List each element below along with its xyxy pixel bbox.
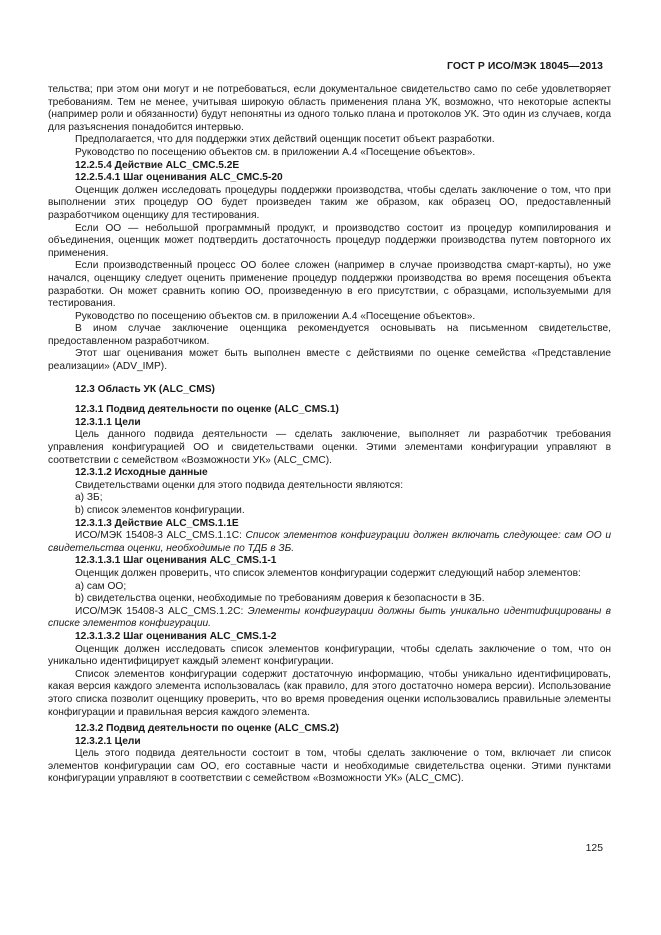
section-heading: 12.3.1.2 Исходные данные — [75, 467, 208, 479]
requirement-ref: ИСО/МЭК 15408-3 ALC_CMS.1.1C: — [75, 530, 246, 542]
paragraph: Оценщик должен исследовать список элементов конфигурации, чтобы сделать заключение о том, что он уникально идентифицирует каждый элемент конфигурации. — [48, 643, 611, 668]
paragraph: Предполагается, что для поддержки этих действий оценщик посетит объект разработки. — [75, 134, 495, 146]
list-item: b) список элементов конфигурации. — [75, 505, 245, 516]
requirement-text: Элементы конфигурации должны быть уникально идентифицированы в списке элементов конфигурации. — [48, 605, 611, 630]
list-item: а) сам ОО; — [75, 580, 127, 592]
paragraph: Свидетельствами оценки для этого подвида деятельности являются: — [75, 479, 404, 491]
paragraph: Цель этого подвида деятельности состоит в том, чтобы сделать заключение о том, включает ли список элементов конфигурации сам ОО, его составные части и необходимые свидетельства оценки. Этими пунктами конфигурации управляют в соответствии с семейством «Возможности УК» (ALC_CMC). — [48, 748, 611, 785]
paragraph: Цель данного подвида деятельности — сделать заключение, выполняет ли разработчик требования управления конфигурацией ОО и свидетельствами оценки. Этими элементами конфигурации управляют в соответствии с семейством «Возможности УК» (ALC_CMC). — [48, 429, 611, 466]
requirement-paragraph — [48, 530, 611, 555]
section-heading: 12.3.1.1 Цели — [75, 416, 141, 428]
section-heading: 12.3.1.3.1 Шаг оценивания ALC_CMS.1-1 — [75, 555, 277, 567]
section-heading: 12.3 Область УК (ALC_CMS) — [75, 383, 215, 395]
section-heading: 12.3.2 Подвид деятельности по оценке (ALC_CMS.2) — [75, 723, 339, 735]
page-content — [48, 84, 611, 786]
section-heading: 12.3.1.3 Действие ALC_CMS.1.1E — [75, 517, 239, 529]
paragraph: Если производственный процесс ОО более сложен (например в случае производства смарт-карты), но уже начался, оценщику следует оценить применение процедур поддержки производства во время посещения объекта разработки. Он может сравнить копию ОО, произведенную в его присутствии, с образцами, используемыми для тестирования. — [48, 260, 611, 310]
paragraph: В ином случае заключение оценщика рекомендуется основывать на письменном свидетельстве, предоставленном разработчиком. — [48, 323, 611, 347]
requirement-ref: ИСО/МЭК 15408-3 ALC_CMS.1.2C: — [75, 605, 248, 617]
paragraph: Список элементов конфигурации содержит достаточную информацию, чтобы уникально идентифицировать, какая версия каждого элемента использовалась (как правило, для этого достаточно номера версии). Использование этого списка позволит оценщику проверить, что во время проведения оценки использовались правильные элементы конфигурации и правильная версия каждого элемента. — [48, 668, 611, 718]
paragraph: Руководство по посещению объектов см. в приложении А.4 «Посещение объектов». — [75, 310, 476, 322]
section-heading: 12.3.2.1 Цели — [75, 735, 141, 747]
paragraph-continued: тельства; при этом они могут и не потребоваться, если документальное свидетельство само по себе удовлетворяет требованиям. Тем не менее, учитывая широкую область применения плана УК, возможно, что некоторые аспекты (например роли и обязанности) будут непонятны из одного только плана и протоколов УК. Это один из случаев, когда для разъяснения понадобится интервью. — [48, 84, 611, 133]
paragraph: Если ОО — небольшой программный продукт, и производство состоит из процедур компилирования и объединения, оценщик может подтвердить достаточность процедур поддержки производства путем повторного их применения. — [48, 222, 611, 259]
section-heading: 12.3.1 Подвид деятельности по оценке (ALC_CMS.1) — [75, 404, 339, 416]
section-heading: 12.3.1.3.2 Шаг оценивания ALC_CMS.1-2 — [75, 630, 277, 642]
section-heading: 12.2.5.4 Действие ALC_CMC.5.2E — [75, 159, 240, 171]
page-number: 125 — [585, 843, 603, 854]
requirement-text: Список элементов конфигурации должен включать следующее: сам ОО и свидетельства оценки, необходимые по ТДБ в ЗБ. — [48, 530, 612, 554]
section-heading: 12.2.5.4.1 Шаг оценивания ALC_CMC.5-20 — [75, 172, 283, 184]
standard-header: ГОСТ Р ИСО/МЭК 18045—2013 — [447, 61, 603, 72]
list-item: b) свидетельства оценки, необходимые по требованиям доверия к безопасности в ЗБ. — [75, 593, 485, 605]
paragraph: Оценщик должен проверить, что список элементов конфигурации содержит следующий набор элементов: — [75, 567, 581, 579]
requirement-paragraph — [48, 606, 611, 631]
paragraph: Руководство по посещению объектов см. в приложении А.4 «Посещение объектов». — [75, 146, 476, 158]
list-item: а) ЗБ; — [75, 492, 103, 504]
paragraph: Оценщик должен исследовать процедуры поддержки производства, чтобы сделать заключение о том, что при выполнении этих процедур ОО будет произведен таким же образом, как образец ОО, предоставленный разработчиком оценщику для тестирования. — [48, 184, 611, 221]
paragraph: Этот шаг оценивания может быть выполнен вместе с действиями по оценке семейства «Представление реализации» (ADV_IMP). — [48, 348, 611, 373]
